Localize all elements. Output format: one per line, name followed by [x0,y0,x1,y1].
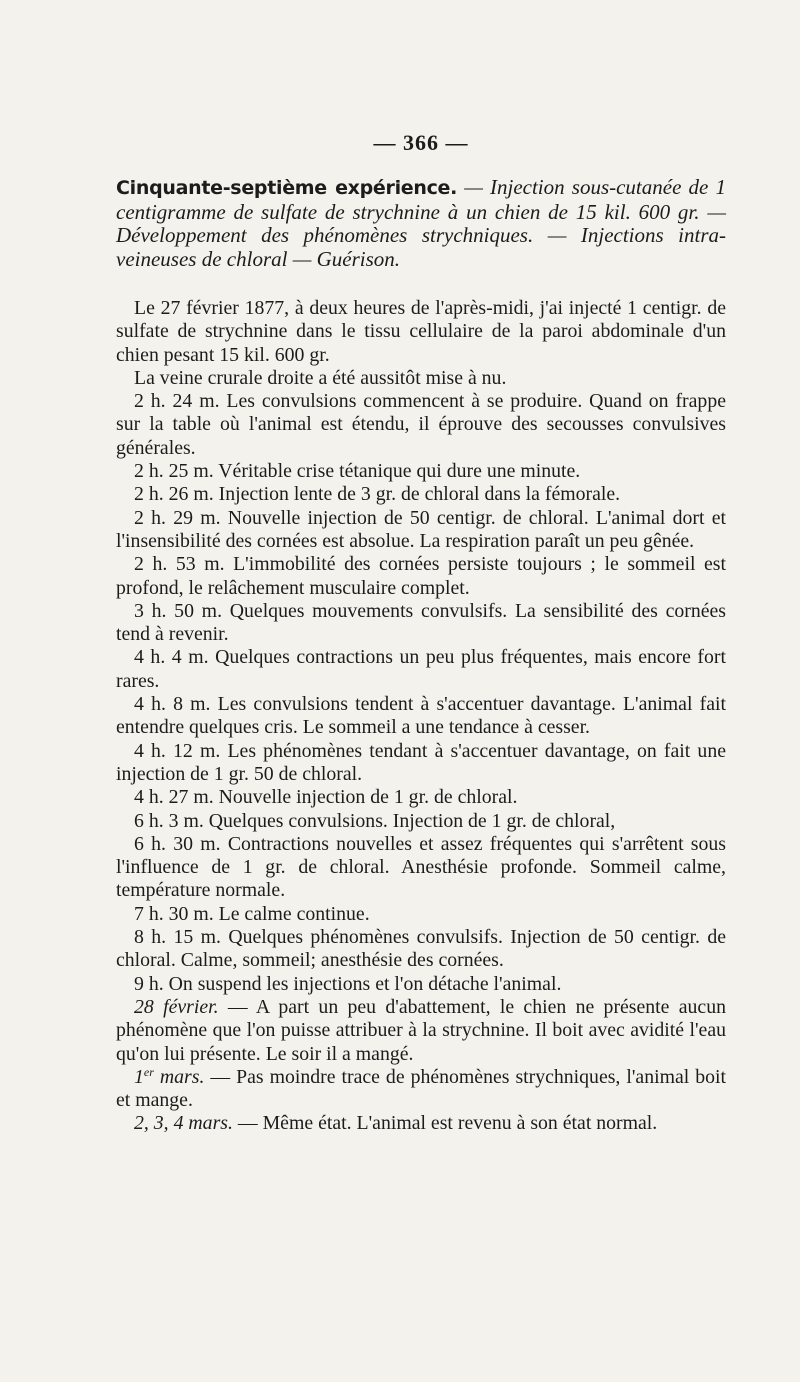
entry-date: 1er mars. [134,1064,205,1088]
paragraph: 8 h. 15 m. Quelques phénomènes convulsifs. Injection de 50 centigr. de chloral. Calme, sommeil; anesthésie des cornées. [116,926,726,972]
experiment-title: Cinquante-septième expérience. [116,177,458,199]
paragraph: 3 h. 50 m. Quelques mouvements convulsifs. La sensibilité des cornées tend à revenir. [116,599,726,646]
paragraph: La veine crurale droite a été aussitôt mise à nu. [134,366,507,389]
paragraph: 28 février. — A part un peu d'abattement, le chien ne présente aucun phénomène que l'on puisse attribuer à la strychnine. Il boit avec avidité l'eau qu'on lui présente. Le soir il a mangé. [116,995,726,1065]
entry-date: 28 février. [134,995,219,1018]
paragraph: 2, 3, 4 mars. — Même état. L'animal est revenu à son état normal. [134,1112,658,1135]
page-number: — 366 — [373,130,469,155]
entry-date: 2, 3, 4 mars. [134,1112,233,1135]
experiment-body [116,297,726,1136]
paragraph: 4 h. 12 m. Les phénomènes tendant à s'accentuer davantage, on fait une injection de 1 gr. 50 de chloral. [116,739,726,785]
paragraph: 2 h. 25 m. Véritable crise tétanique qui dure une minute. [134,460,581,483]
paragraph: 2 h. 29 m. Nouvelle injection de 50 centigr. de chloral. L'animal dort et l'insensibilité des cornées est absolue. La respiration paraît un peu gênée. [116,506,726,552]
paragraph: 1er mars. — Pas moindre trace de phénomènes strychniques, l'animal boit et mange. [116,1064,726,1112]
paragraph: 4 h. 4 m. Quelques contractions un peu plus fréquentes, mais encore fort rares. [116,646,726,692]
paragraph: 6 h. 3 m. Quelques convulsions. Injection de 1 gr. de chloral, [134,809,616,832]
paragraph: 6 h. 30 m. Contractions nouvelles et assez fréquentes qui s'arrêtent sous l'influence de 1 gr. de chloral. Anesthésie profonde. Sommeil calme, température normale. [116,832,726,902]
experiment-subtitle: — Injection sous-cutanée de 1 centigramme de sulfate de strychnine à un chien de 15 kil. 600 gr. — Développement des phénomènes strychniques. — Injections intra-veineuses de chloral — Guérison. [116,175,726,271]
paragraph: 9 h. On suspend les injections et l'on détache l'animal. [134,972,562,995]
paragraph: 7 h. 30 m. Le calme continue. [134,902,370,925]
paragraph: 2 h. 26 m. Injection lente de 3 gr. de chloral dans la fémorale. [134,483,621,506]
experiment-heading [116,176,726,271]
paragraph: 2 h. 24 m. Les convulsions commencent à se produire. Quand on frappe sur la table où l'animal est étendu, il éprouve des secousses convulsives générales. [116,390,726,459]
paragraph: 4 h. 27 m. Nouvelle injection de 1 gr. de chloral. [134,786,518,809]
paragraph: Le 27 février 1877, à deux heures de l'après-midi, j'ai injecté 1 centigr. de sulfate de strychnine dans le tissu cellulaire de la paroi abdominale d'un chien pesant 15 kil. 600 gr. [116,297,726,366]
paragraph: 2 h. 53 m. L'immobilité des cornées persiste toujours ; le sommeil est profond, le relâchement musculaire complet. [116,553,726,599]
paragraph: 4 h. 8 m. Les convulsions tendent à s'accentuer davantage. L'animal fait entendre quelques cris. Le sommeil a une tendance à cesser. [116,693,726,739]
